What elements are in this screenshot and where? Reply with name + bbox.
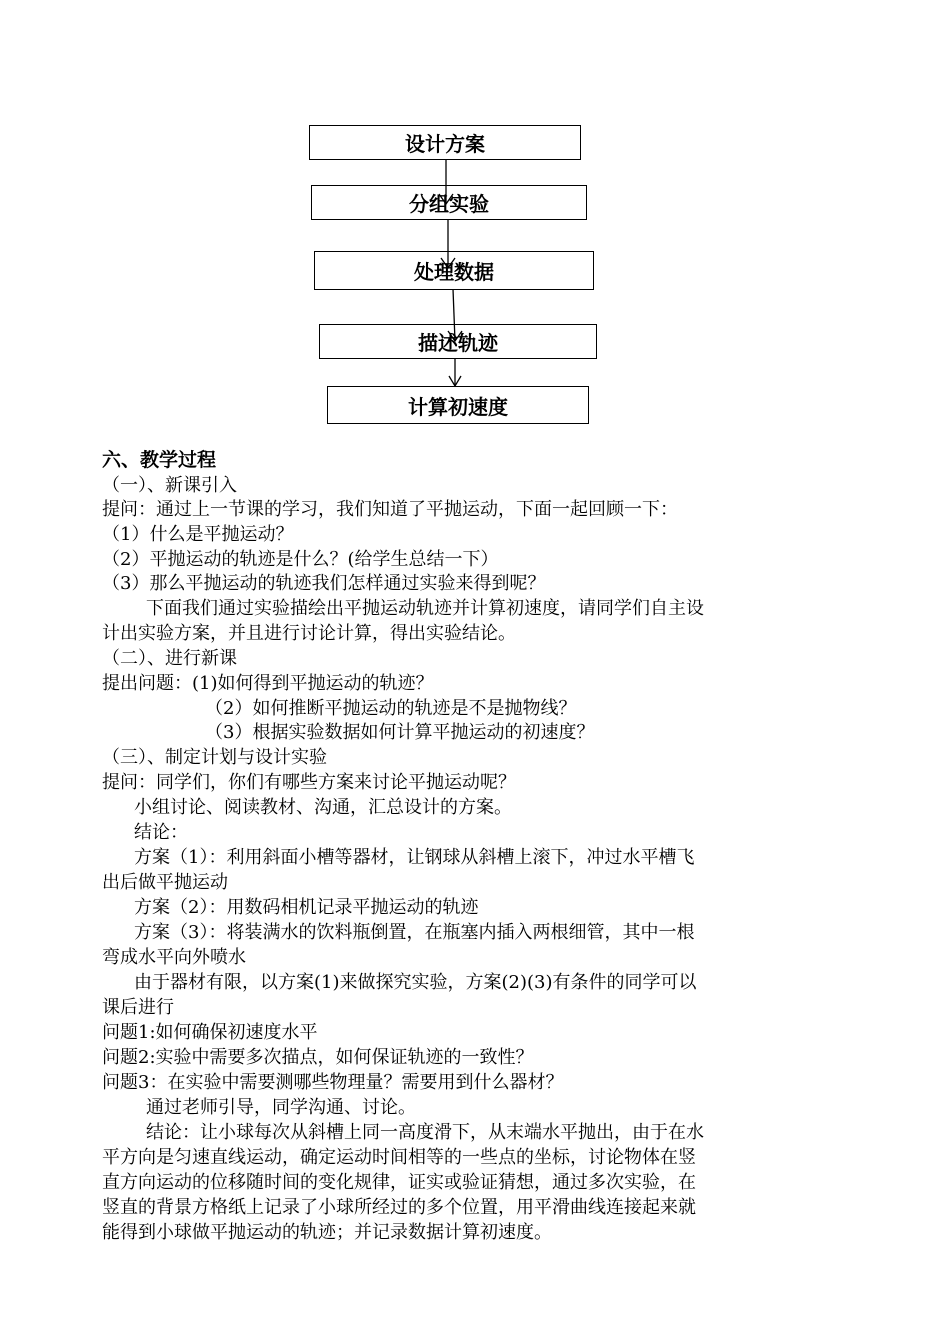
flow-step-label: 处理数据: [414, 260, 494, 284]
question-item: （2）如何推断平抛运动的轨迹是不是抛物线？: [205, 698, 577, 719]
question-item: 问题2:实验中需要多次描点，如何保证轨迹的一致性？: [102, 1047, 534, 1068]
plan-item: 方案（3）：将装满水的饮料瓶倒置，在瓶塞内插入两根细管，其中一根: [134, 922, 695, 943]
paragraph-line: 下面我们通过实验描绘出平抛运动轨迹并计算初速度，请同学们自主设: [146, 598, 704, 619]
question-item: 问题1:如何确保初速度水平: [102, 1022, 318, 1043]
paragraph-line: 能得到小球做平抛运动的轨迹；并记录数据计算初速度。: [102, 1222, 552, 1243]
paragraph-line: 提问：同学们，你们有哪些方案来讨论平抛运动呢？: [102, 772, 516, 793]
flowchart-arrows: [0, 0, 950, 440]
question-item: 问题3：在实验中需要测哪些物理量？需要用到什么器材？: [102, 1072, 564, 1093]
flow-step-describe-trajectory: [319, 324, 597, 359]
paragraph-line: 结论：: [134, 822, 188, 843]
flow-step-design: [309, 125, 581, 160]
flow-step-group-experiment: [311, 185, 587, 220]
section-title: 六、教学过程: [102, 449, 217, 471]
flow-step-compute-velocity: [327, 386, 589, 424]
flow-step-label: 描述轨迹: [418, 331, 498, 355]
plan-item: 弯成水平向外喷水: [102, 947, 246, 968]
plan-item: 方案（2）：用数码相机记录平抛运动的轨迹: [134, 897, 479, 918]
paragraph-line: 平方向是匀速直线运动，确定运动时间相等的一些点的坐标，讨论物体在竖: [102, 1147, 696, 1168]
question-item: （3）那么平抛运动的轨迹我们怎样通过实验来得到呢？: [102, 573, 546, 594]
flow-step-label: 计算初速度: [408, 394, 508, 419]
question-item: （3）根据实验数据如何计算平抛运动的初速度？: [205, 722, 595, 743]
flow-step-label: 设计方案: [405, 132, 485, 156]
paragraph-line: 课后进行: [102, 997, 174, 1018]
flow-step-label: 分组实验: [409, 192, 489, 216]
subsection-heading: （三）、制定计划与设计实验: [102, 747, 327, 768]
paragraph-line: 由于器材有限，以方案(1)来做探究实验，方案(2)(3)有条件的同学可以: [134, 972, 697, 993]
subsection-heading: （二）、进行新课: [102, 648, 237, 669]
subsection-heading: （一）、新课引入: [102, 475, 237, 496]
paragraph-line: 竖直的背景方格纸上记录了小球所经过的多个位置，用平滑曲线连接起来就: [102, 1197, 696, 1218]
flow-step-process-data: [314, 251, 594, 290]
paragraph-line: 通过老师引导，同学沟通、讨论。: [146, 1097, 416, 1118]
paragraph-line: 结论：让小球每次从斜槽上同一高度滑下，从末端水平抛出，由于在水: [146, 1122, 704, 1143]
paragraph-line: 计出实验方案，并且进行讨论计算，得出实验结论。: [102, 623, 516, 644]
paragraph-line: 提问：通过上一节课的学习，我们知道了平抛运动，下面一起回顾一下：: [102, 499, 678, 520]
paragraph-line: 小组讨论、阅读教材、沟通，汇总设计的方案。: [134, 797, 512, 818]
question-item: 提出问题：(1)如何得到平抛运动的轨迹？: [102, 673, 434, 694]
plan-item: 方案（1）：利用斜面小槽等器材，让钢球从斜槽上滚下，冲过水平槽飞: [134, 847, 695, 868]
paragraph-line: 直方向运动的位移随时间的变化规律，证实或验证猜想，通过多次实验，在: [102, 1172, 696, 1193]
arrow-4: [449, 358, 461, 386]
question-item: （1）什么是平抛运动？: [102, 524, 294, 545]
plan-item: 出后做平抛运动: [102, 872, 228, 893]
question-item: （2）平抛运动的轨迹是什么？(给学生总结一下）: [102, 549, 499, 570]
